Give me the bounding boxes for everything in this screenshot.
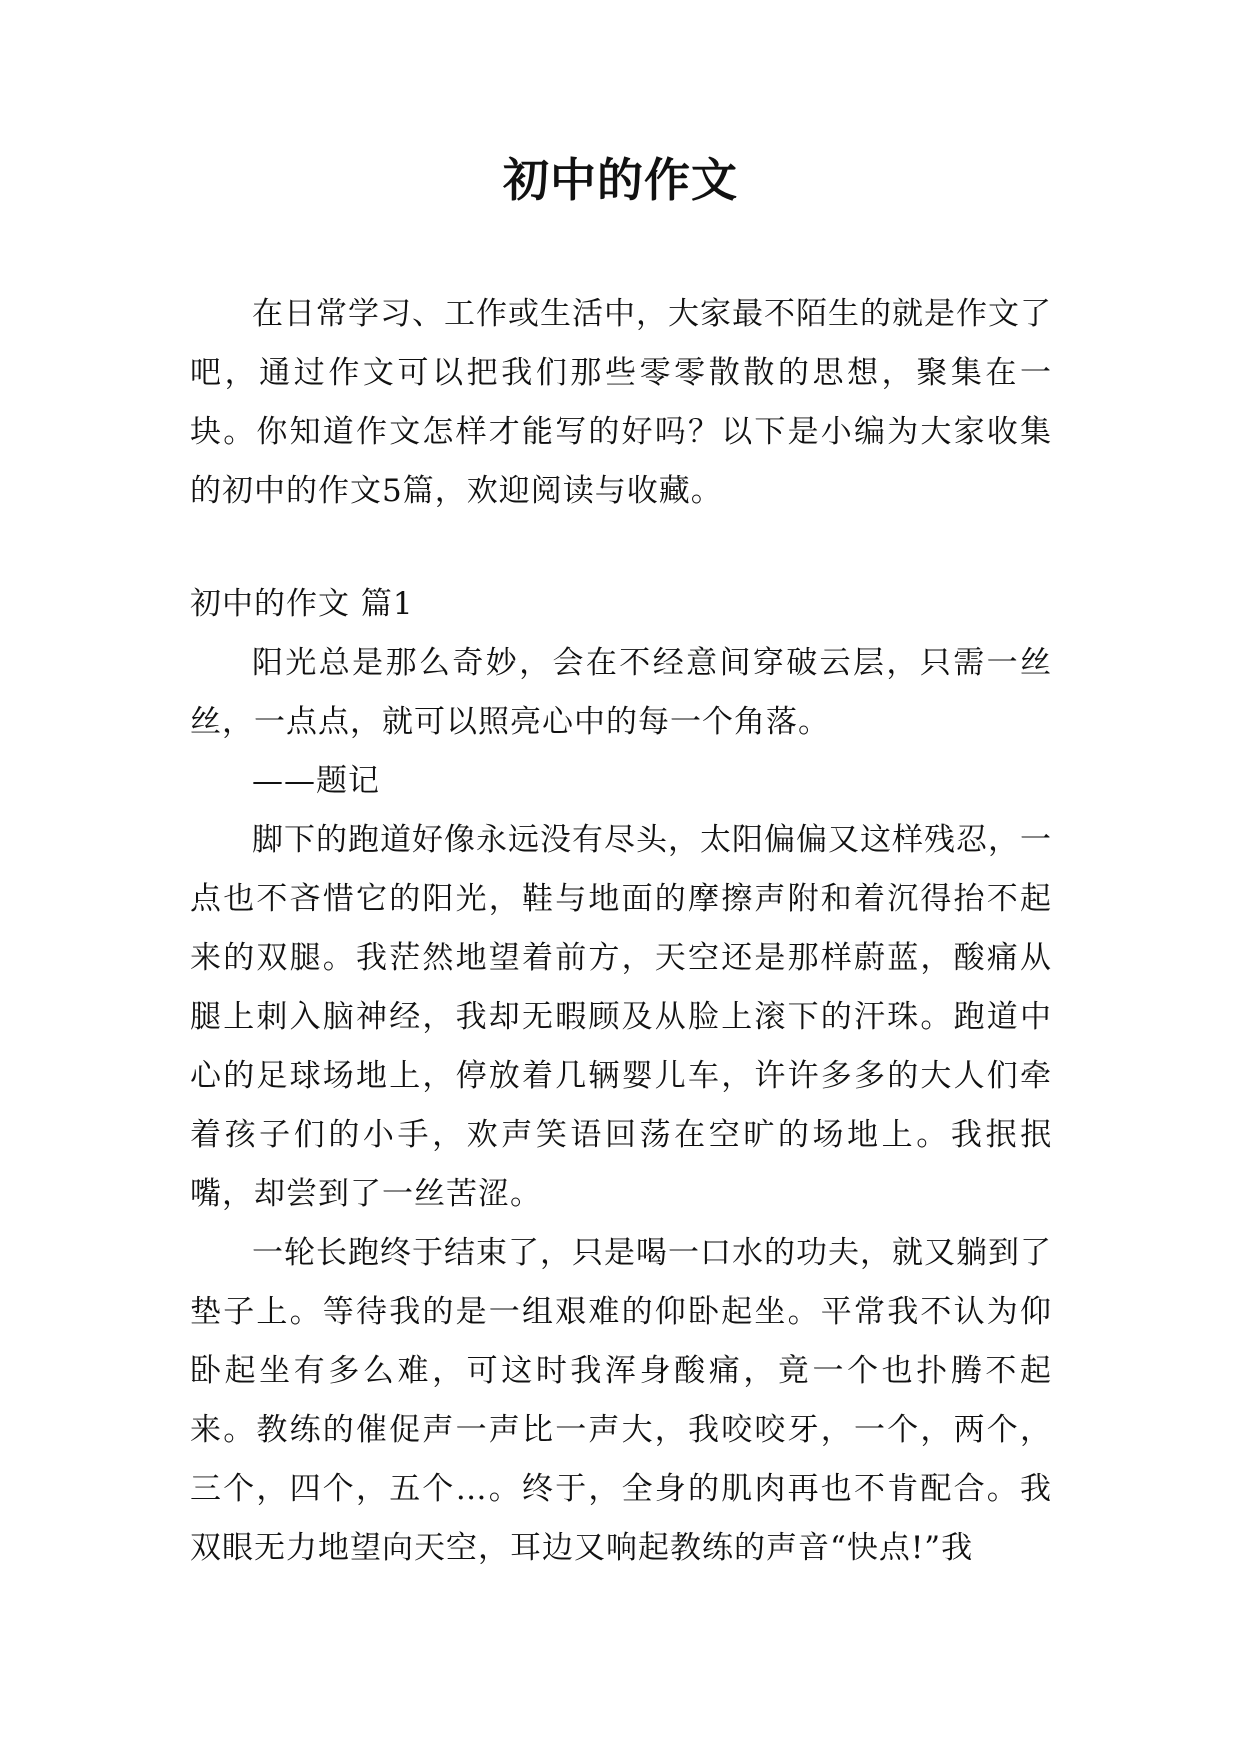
- essay-body: [190, 634, 1052, 1578]
- epigraph-attribution: ——题记: [252, 763, 380, 799]
- essay-paragraph: 一轮长跑终于结束了，只是喝一口水的功夫，就又躺到了垫子上。等待我的是一组艰难的仰卧起坐。平常我不认为仰卧起坐有多么难，可这时我浑身酸痛，竟一个也扑腾不起来。教练的催促声一声比一声大，我咬咬牙，一个，两个，三个，四个，五个…。终于，全身的肌肉再也不肯配合。我双眼无力地望向天空，耳边又响起教练的声音“快点!”我: [190, 1235, 1052, 1566]
- essay-paragraph: 阳光总是那么奇妙，会在不经意间穿破云层，只需一丝丝，一点点，就可以照亮心中的每一个角落。: [190, 645, 1052, 740]
- document-title: 初中的作文: [503, 153, 738, 207]
- intro-paragraph: 在日常学习、工作或生活中，大家最不陌生的就是作文了吧，通过作文可以把我们那些零零散散的思想，聚集在一块。你知道作文怎样才能写的好吗？以下是小编为大家收集的初中的作文5篇，欢迎阅读与收藏。: [190, 296, 1052, 509]
- section-heading: 初中的作文 篇1: [190, 586, 414, 622]
- intro-section: [190, 285, 1052, 521]
- essay-paragraph: 脚下的跑道好像永远没有尽头，太阳偏偏又这样残忍，一点也不吝惜它的阳光，鞋与地面的摩擦声附和着沉得抬不起来的双腿。我茫然地望着前方，天空还是那样蔚蓝，酸痛从腿上刺入脑神经，我却无暇顾及从脸上滚下的汗珠。跑道中心的足球场地上，停放着几辆婴儿车，许许多多的大人们牵着孩子们的小手，欢声笑语回荡在空旷的场地上。我抿抿嘴，却尝到了一丝苦涩。: [190, 822, 1052, 1212]
